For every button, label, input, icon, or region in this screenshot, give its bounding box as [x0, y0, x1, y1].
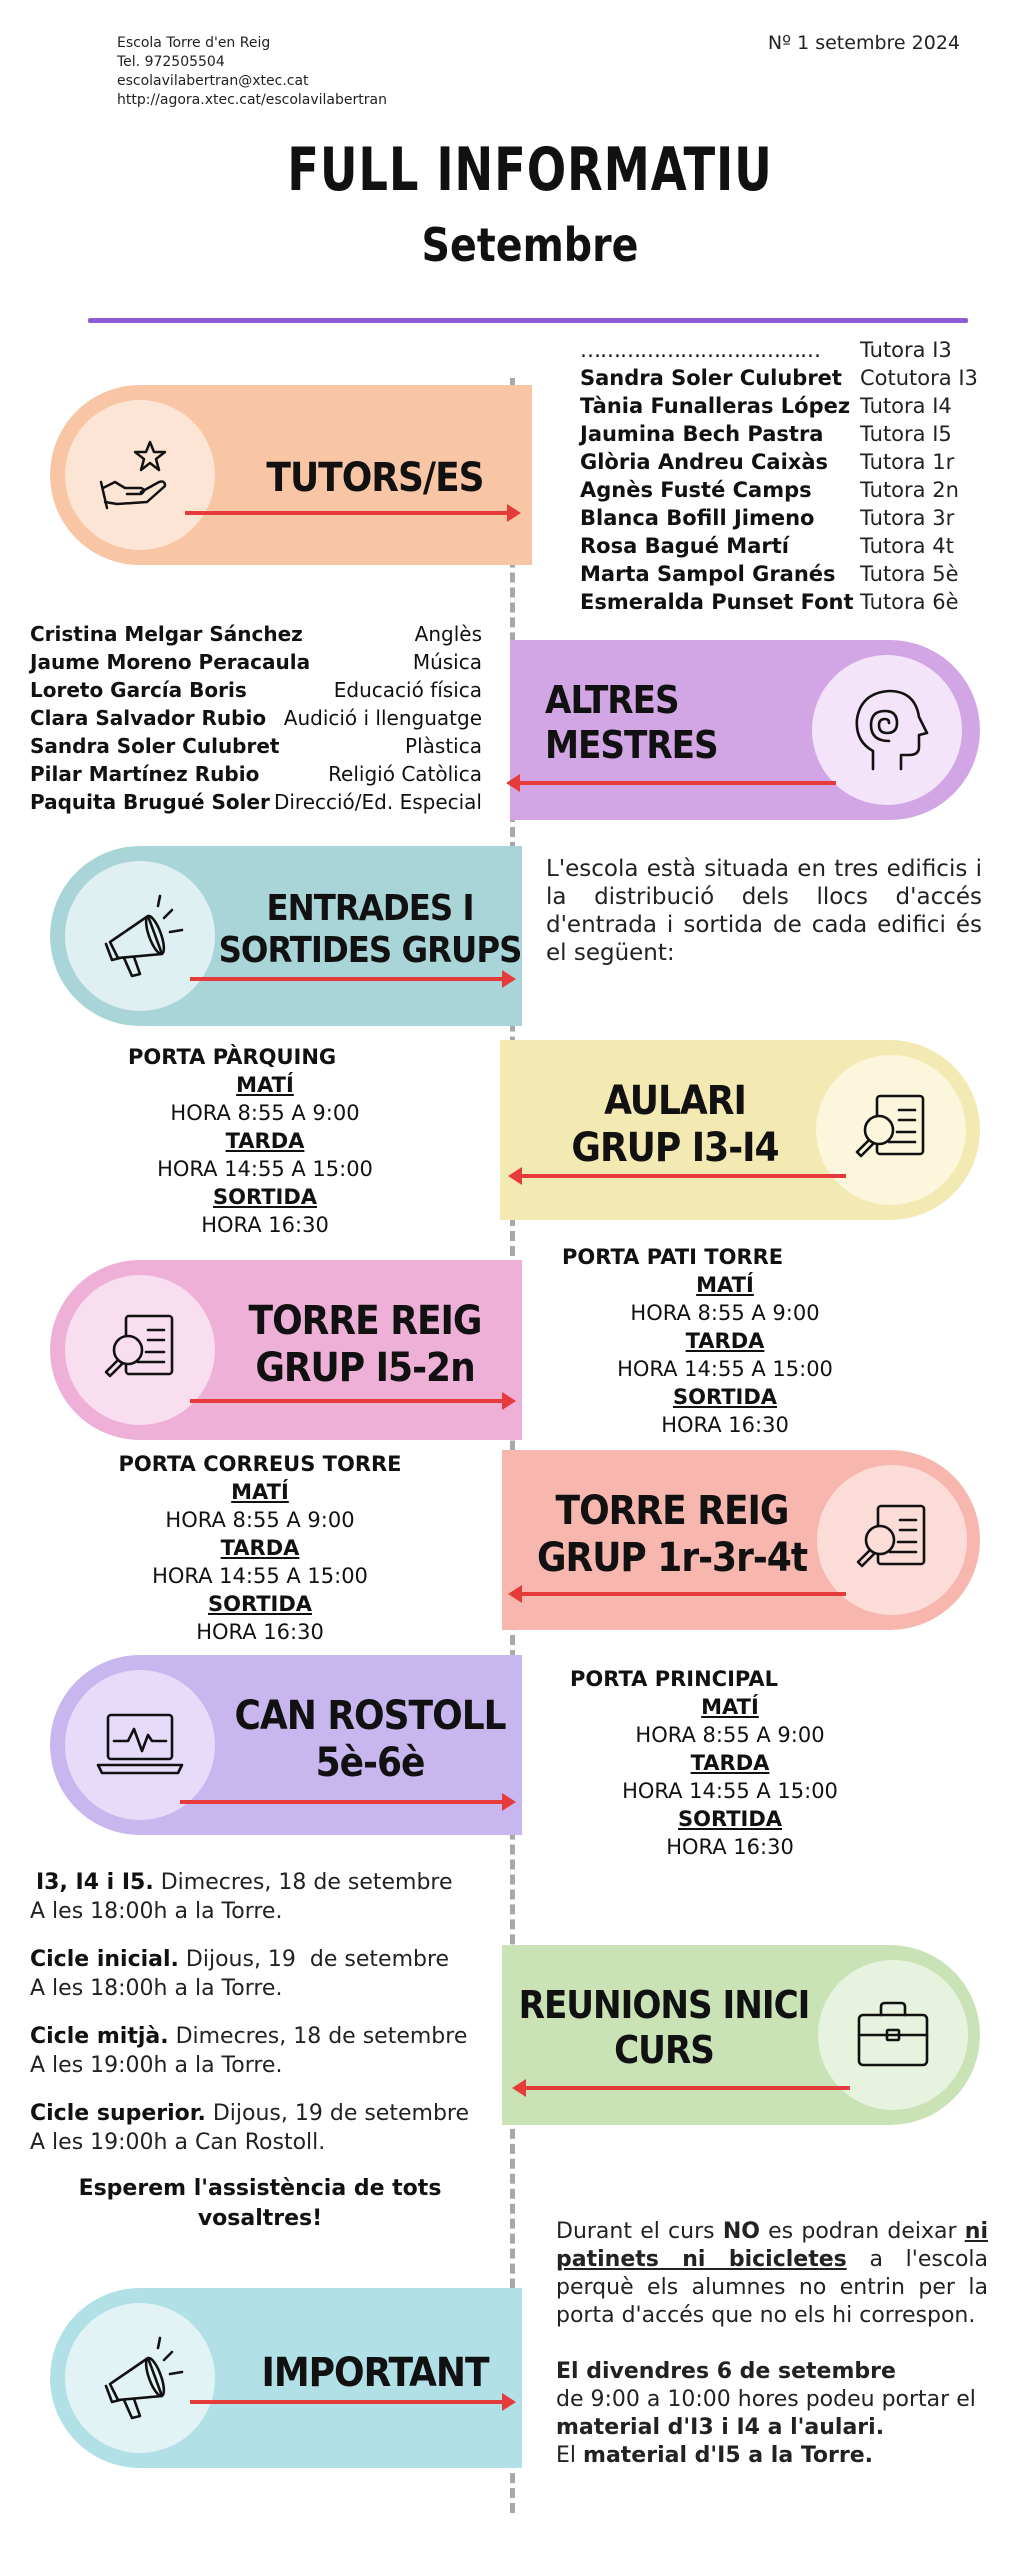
- canrostoll-arrow: [180, 1800, 512, 1804]
- issue-number: Nº 1 setembre 2024: [767, 32, 960, 54]
- aulari-arrow: [512, 1174, 846, 1178]
- canrostoll-label: CAN ROSTOLL 5è-6è: [234, 1693, 506, 1787]
- document-search-icon: [850, 1498, 934, 1582]
- list-item: Cicle mitjà. Dimecres, 18 de setembre A les 19:00h a la Torre.: [30, 2024, 468, 2078]
- school-contact: [117, 34, 387, 110]
- altres-label: ALTRES MESTRES: [545, 678, 718, 767]
- list-item: Jaume Moreno Peracaula Música: [30, 650, 482, 674]
- list-item: Pilar Martínez Rubio Religió Catòlica: [30, 762, 482, 786]
- list-item: Cicle inicial. Dijous, 19 de setembre A les 18:00h a la Torre.: [30, 1947, 450, 2001]
- list-item: Blanca Bofill Jimeno Tutora 3r: [580, 506, 955, 530]
- reunions-arrow: [516, 2086, 850, 2090]
- list-item: Cicle superior. Dijous, 19 de setembre A les 19:00h a Can Rostoll.: [30, 2101, 469, 2155]
- page-title: FULL INFORMATIU: [287, 135, 773, 205]
- list-item: Marta Sampol Granés Tutora 5è: [580, 562, 959, 586]
- reunions-label: REUNIONS INICI CURS: [518, 1983, 810, 2072]
- tutors-label: TUTORS/ES: [266, 455, 484, 501]
- tutors-icon-circle: [65, 400, 215, 550]
- canrostoll-banner: [50, 1655, 522, 1835]
- title-divider: [88, 318, 968, 323]
- torre-1r-banner: [502, 1450, 980, 1630]
- altres-banner: [510, 640, 980, 820]
- megaphone-icon: [92, 2330, 188, 2426]
- important-paragraph-2: El divendres 6 de setembre de 9:00 a 10:00 hores podeu portar el material d'I3 i I4 a l'aulari. El material d'I5 a la Torre.: [556, 2359, 976, 2468]
- list-item: Sandra Soler Culubret Plàstica: [30, 734, 482, 758]
- tutors-arrow: [185, 511, 517, 515]
- list-item: Loreto García Boris Educació física: [30, 678, 482, 702]
- aulari-banner: [500, 1040, 980, 1220]
- page-subtitle: Setembre: [421, 218, 639, 272]
- torre-1r-label: TORRE REIG GRUP 1r-3r-4t: [536, 1488, 808, 1582]
- entrades-icon-circle: [65, 861, 215, 1011]
- school-name: Escola Torre d'en Reig: [117, 35, 271, 51]
- briefcase-icon: [851, 1995, 935, 2075]
- tutors-banner: [50, 385, 532, 565]
- list-item: I3, I4 i I5. Dimecres, 18 de setembre A les 18:00h a la Torre.: [30, 1870, 453, 1924]
- list-item: Cristina Melgar Sánchez Anglès: [30, 622, 482, 646]
- document-search-icon: [98, 1308, 182, 1392]
- entrades-arrow: [190, 977, 512, 981]
- important-banner: [50, 2288, 522, 2468]
- school-phone: Tel. 972505504: [117, 54, 225, 70]
- laptop-pulse-icon: [92, 1705, 188, 1785]
- list-item: Rosa Bagué Martí Tutora 4t: [580, 534, 954, 558]
- tutor-list: [580, 336, 978, 616]
- list-item: ……………………………… Tutora I3: [580, 338, 952, 362]
- torre-i5-banner: [50, 1260, 522, 1440]
- document-search-icon: [849, 1088, 933, 1172]
- list-item: Glòria Andreu Caixàs Tutora 1r: [580, 450, 955, 474]
- torre-1r-arrow: [512, 1592, 846, 1596]
- entrades-banner: [50, 846, 522, 1026]
- important-paragraph-1: Durant el curs NO es podran deixar ni patinets ni bicicletes a l'escola perquè els alumnes no entrin per la porta d'accés que no els hi correspon.: [556, 2219, 988, 2328]
- door-correus: PORTA CORREUS TORRE MATÍ HORA 8:55 A 9:00 TARDA HORA 14:55 A 15:00 SORTIDA HORA 16:30: [118, 1452, 402, 1644]
- school-email[interactable]: escolavilabertran@xtec.cat: [117, 73, 309, 89]
- school-web[interactable]: http://agora.xtec.cat/escolavilabertran: [117, 92, 387, 108]
- list-item: Esmeralda Punset Font Tutora 6è: [580, 590, 959, 614]
- hand-star-icon: [95, 430, 185, 520]
- reunions-banner: [502, 1945, 980, 2125]
- important-label: IMPORTANT: [261, 2350, 489, 2396]
- teacher-list: [30, 620, 482, 816]
- door-parquing: PORTA PÀRQUING MATÍ HORA 8:55 A 9:00 TARDA HORA 14:55 A 15:00 SORTIDA HORA 16:30: [128, 1045, 373, 1237]
- megaphone-icon: [92, 888, 188, 984]
- list-item: Tània Funalleras López Tutora I4: [580, 394, 952, 418]
- list-item: Sandra Soler Culubret Cotutora I3: [580, 366, 978, 390]
- torre-i5-arrow: [190, 1399, 512, 1403]
- door-principal: PORTA PRINCIPAL MATÍ HORA 8:55 A 9:00 TARDA HORA 14:55 A 15:00 SORTIDA HORA 16:30: [570, 1667, 838, 1859]
- entrades-description: L'escola està situada en tres edificis i la distribució dels llocs d'accés d'entrada i sortida de cada edifici és el següent:: [546, 856, 982, 966]
- important-icon-circle: [65, 2303, 215, 2453]
- torre-i5-label: TORRE REIG GRUP I5-2n: [248, 1298, 482, 1392]
- aulari-icon-circle: [816, 1055, 966, 1205]
- altres-arrow: [510, 781, 836, 785]
- important-text: [556, 2218, 988, 2470]
- aulari-label: AULARI GRUP I3-I4: [571, 1078, 779, 1172]
- entrades-label: ENTRADES I SORTIDES GRUPS: [218, 888, 522, 972]
- list-item: Clara Salvador Rubio Audició i llenguatge: [30, 706, 482, 730]
- canrostoll-icon-circle: [65, 1670, 215, 1820]
- list-item: Paquita Brugué Soler Direcció/Ed. Especial: [30, 790, 482, 814]
- closing-message: Esperem l'assistència de tots vosaltres!: [78, 2176, 442, 2231]
- important-arrow: [190, 2400, 512, 2404]
- list-item: Jaumina Bech Pastra Tutora I5: [580, 422, 952, 446]
- door-pati: PORTA PATI TORRE MATÍ HORA 8:55 A 9:00 TARDA HORA 14:55 A 15:00 SORTIDA HORA 16:30: [562, 1245, 833, 1437]
- meetings-list: [30, 1868, 470, 2176]
- head-spiral-icon: [845, 685, 929, 775]
- list-item: Agnès Fusté Camps Tutora 2n: [580, 478, 959, 502]
